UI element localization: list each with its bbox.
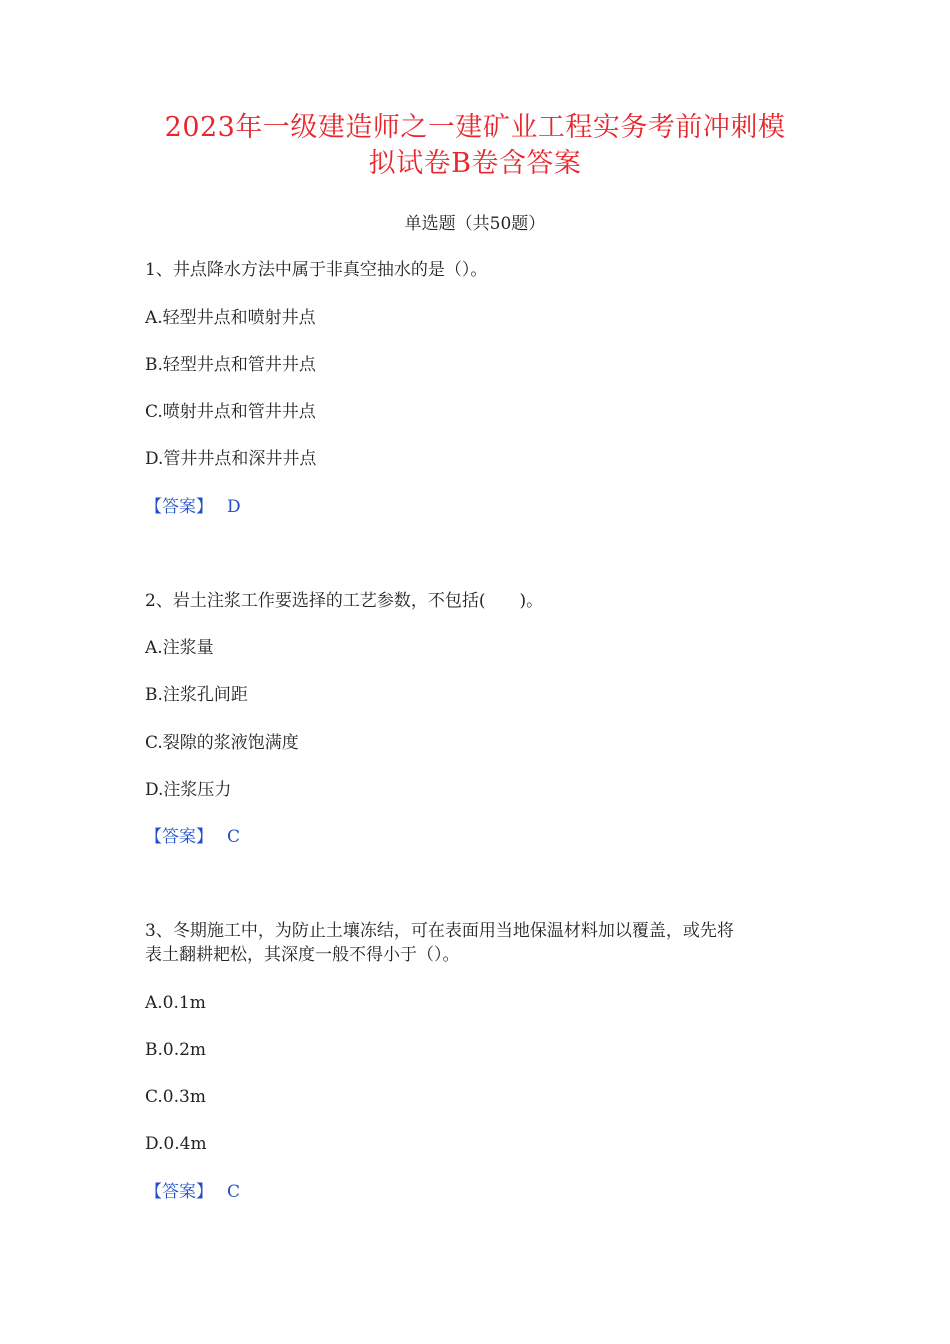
question-1-option-c: C.喷射井点和管井井点 xyxy=(145,402,316,422)
answer-value: D xyxy=(227,497,241,517)
document-title-line-2: 拟试卷B卷含答案 xyxy=(368,148,582,179)
question-1-option-a: A.轻型井点和喷射井点 xyxy=(145,308,316,328)
question-1-stem: 1、井点降水方法中属于非真空抽水的是（）。 xyxy=(145,260,488,280)
question-3-option-b: B.0.2m xyxy=(145,1040,207,1060)
question-2-stem: 2、岩土注浆工作要选择的工艺参数，不包括( )。 xyxy=(145,591,544,611)
answer-label: 【答案】 xyxy=(145,827,213,847)
answer-label: 【答案】 xyxy=(145,497,213,517)
question-3-option-a: A.0.1m xyxy=(145,993,206,1013)
question-2-option-c: C.裂隙的浆液饱满度 xyxy=(145,733,299,753)
question-3-answer xyxy=(145,1180,240,1204)
question-3-option-c: C.0.3m xyxy=(145,1087,206,1107)
question-2-answer xyxy=(145,825,240,849)
question-3-stem-line-2: 表土翻耕耙松，其深度一般不得小于（）。 xyxy=(145,945,460,965)
question-2-option-d: D.注浆压力 xyxy=(145,780,232,800)
question-1-option-b: B.轻型井点和管井井点 xyxy=(145,355,316,375)
question-3-stem-line-1: 3、冬期施工中，为防止土壤冻结，可在表面用当地保温材料加以覆盖，或先将 xyxy=(145,921,734,941)
question-2-option-a: A.注浆量 xyxy=(145,638,214,658)
document-title-line-1: 2023年一级建造师之一建矿业工程实务考前冲刺模 xyxy=(164,112,786,143)
question-1-option-d: D.管井井点和深井井点 xyxy=(145,449,317,469)
section-heading: 单选题（共50题） xyxy=(404,214,546,234)
answer-value: C xyxy=(227,1182,241,1202)
answer-value: C xyxy=(227,827,241,847)
question-2-option-b: B.注浆孔间距 xyxy=(145,685,248,705)
question-1-answer xyxy=(145,495,241,519)
answer-label: 【答案】 xyxy=(145,1182,213,1202)
question-3-option-d: D.0.4m xyxy=(145,1134,207,1154)
